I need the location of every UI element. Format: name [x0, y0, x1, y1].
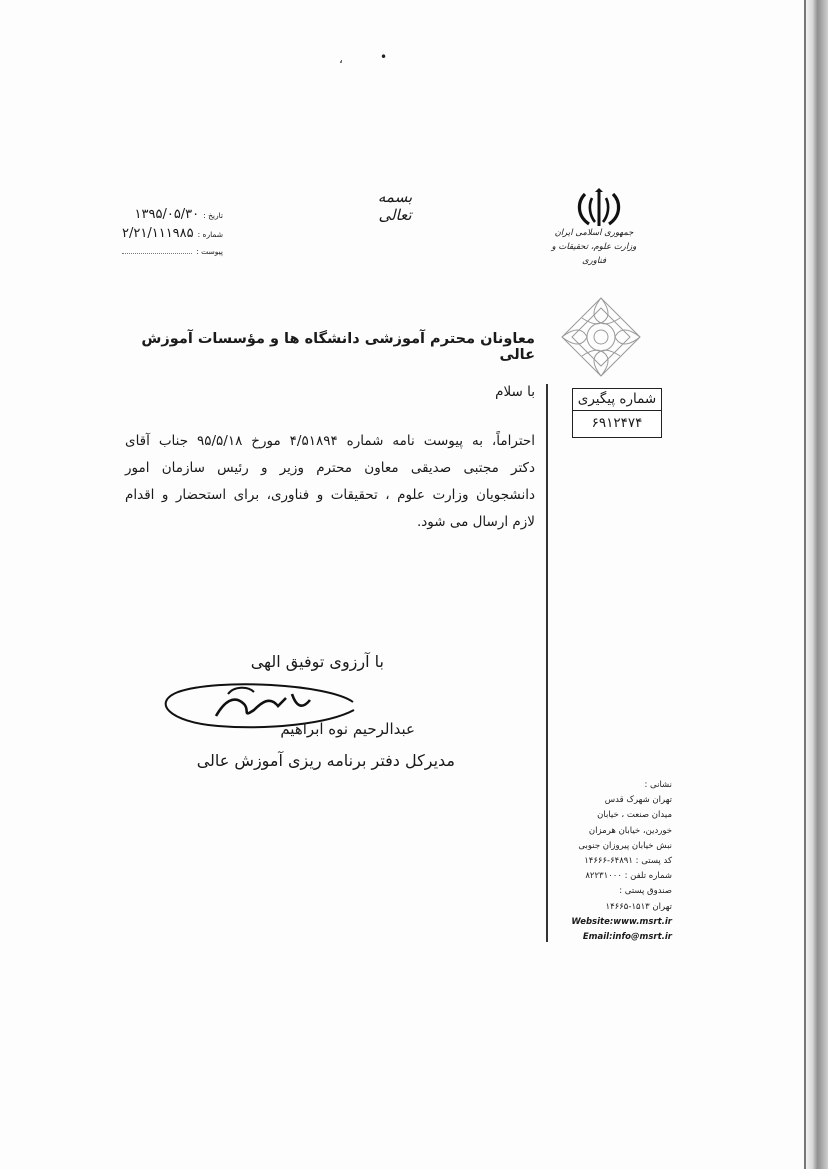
- margin-divider: [546, 384, 548, 942]
- closing-phrase: با آرزوی توفیق الهی: [250, 652, 384, 671]
- signer-name: عبدالرحیم نوه ابراهیم: [280, 720, 415, 738]
- number-label: شماره :: [197, 230, 223, 239]
- ornament-icon: [560, 296, 642, 378]
- addressee: معاونان محترم آموزشی دانشگاه ها و مؤسسات آموزش عالی: [141, 331, 535, 363]
- ministry-address: [558, 778, 672, 945]
- tracking-number: ۶۹۱۲۴۷۴: [591, 415, 643, 431]
- number-row: [108, 226, 223, 245]
- postal-code: کد پستی : ۶۴۸۹۱-۱۴۶۶۶: [584, 856, 672, 867]
- scan-speck: •: [380, 50, 388, 64]
- government-line: جمهوری اسلامی ایران: [554, 228, 634, 238]
- iran-emblem-icon: [575, 188, 623, 228]
- address-line: میدان صنعت ، خیابان: [597, 810, 672, 821]
- date-label: تاریخ :: [203, 211, 223, 220]
- date-row: [108, 207, 223, 226]
- website-text: Website:www.msrt.ir: [571, 916, 672, 927]
- greeting: با سلام: [495, 384, 535, 400]
- ministry-header: [540, 226, 648, 268]
- date-value: ۱۳۹۵/۰۵/۳۰: [134, 207, 200, 222]
- po-box-label: صندوق پستی :: [619, 886, 672, 897]
- attachment-row: [108, 245, 223, 264]
- address-line: نبش خیابان پیروزان جنوبی: [578, 840, 672, 851]
- signer-title: مدیرکل دفتر برنامه ریزی آموزش عالی: [196, 751, 455, 770]
- scan-speck: ،: [339, 52, 343, 66]
- body-line: احتراماً، به پیوست نامه شماره ۴/۵۱۸۹۴ مورخ ۹۵/۵/۱۸ جناب آقای: [125, 433, 535, 449]
- letter-meta: [108, 207, 223, 264]
- page-edge-line: [804, 0, 806, 1169]
- ministry-line: وزارت علوم، تحقیقات و فناوری: [551, 242, 637, 266]
- attachment-label: پیوست :: [196, 247, 223, 256]
- tracking-label: شماره پیگیری: [573, 389, 661, 411]
- body-line: لازم ارسال می شود.: [416, 514, 535, 530]
- bismillah-heading: بسمه تعالی: [377, 188, 413, 224]
- phone-number: شماره تلفن : ۸۲۲۳۱۰۰۰: [585, 871, 672, 882]
- address-line: تهران شهرک قدس: [604, 795, 672, 806]
- attachment-dotted-line: [122, 245, 192, 254]
- body-line: دکتر مجتبی صدیقی معاون محترم وزیر و رئیس سازمان امور: [125, 460, 535, 476]
- tracking-number-box: [572, 388, 662, 438]
- address-label: نشانی :: [644, 780, 672, 790]
- body-line: دانشجویان وزارت علوم ، تحقیقات و فناوری، برای استحضار و اقدام: [125, 487, 535, 503]
- number-value: ۲/۲۱/۱۱۱۹۸۵: [122, 226, 194, 241]
- letter-body: [125, 428, 535, 536]
- po-box: تهران ۱۵۱۳-۱۴۶۶۵: [605, 901, 672, 912]
- address-line: خوردین، خیابان هرمزان: [588, 825, 672, 836]
- email-text: Email:info@msrt.ir: [582, 931, 672, 942]
